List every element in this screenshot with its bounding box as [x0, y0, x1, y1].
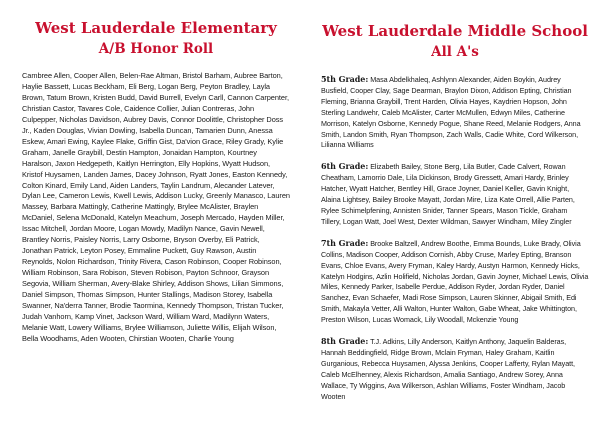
elementary-subtitle: A/B Honor Roll	[98, 41, 214, 57]
middle-school-title: West Lauderdale Middle School	[322, 22, 588, 40]
elementary-title: West Lauderdale Elementary	[35, 19, 277, 37]
grade-7-label: 7th Grade:	[321, 237, 369, 248]
elementary-column	[22, 0, 290, 352]
grade-5-names: Masa Abdelkhaleq, Ashlynn Alexander, Aiden Boykin, Audrey Busfield, Cooper Clay, Sage Dearman, Braylon Dixon, Addison Epting, Christian Fleming, Brianna Graybill, Trent Harden, Olivia Hayes, Kaydrien Hopson, John Sterling Landwehr, Caleb McAlister, Carter McMullen, Edwyn Miles, Catherine Morrison, Katelyn Osborne, Kennedy Pogue, Shane Reed, Melanie Rodgers, Anna Smith, Landon Smith, Ryan Thompson, Zach Walls, Cadie White, Cord Wilkerson, Lilianna Williams	[321, 75, 581, 150]
elementary-honor-roll-names: Cambree Allen, Cooper Allen, Belen-Rae Altman, Bristol Barham, Aubree Barton, Haylie Bassett, Lucas Beckham, Eli Berg, Logan Berg, Peyton Bradley, Layla Brown, Tatum Brown, Kristen Budd, David Burrell, Evelyn Carll, Cannon Carpenter, Christian Castor, Tavares Cole, Caidence Collier, Julian Contreras, John Culpepper, Nicholas Davidson, Aubrey Davis, Connor Doolittle, Christopher Doss Jr., Kaden Douglas, Vivian Dowling, Isabella Duncan, Tamarien Dunn, Anessa Eskew, Amari Ewing, Kaylee Flake, Griffin Gist, Da'vion Grace, Riley Grady, Kylie Graham, Janelle Graybill, Destin Hampton, Jonaidan Hampton, Kourtney Haralson, Jaxon Hedgepeth, Kaitlyn Herrington, Elly Hopkins, Wyatt Hudson, Kristof Huysamen, Landen James, Dacey Johnson, Ryatt Jones, Easton Kennedy, Colton Kinard, Emily Land, Aiden Landers, Taylin Landrum, Alecander Latever, Dylan Lee, Cameron Lewis, Kwell Lewis, Addison Lucky, Greenly Manasco, Lauren Massey, Barbara Mattingly, Catherine Mattingly, Brylee McAlister, Braylen McDaniel, Selena McDonald, Katelyn Meachum, Joseph Mercado, Hayden Miller, Issac Mitchell, Jordan Moore, Logan Mowdy, Madilyn Nance, Gavin Newell, Brantley Norris, Paisley Norris, Larry Osborne, Bryson Overby, Eli Patrick, Jonathan Patrick, Leyton Posey, Emmaline Puckett, Guy Rawson, Austin Reynolds, Nolon Richardson, Trinity Rivera, Cason Robinson, Cooper Robinson, William Robinson, Sara Robison, Steven Robison, Payton Schnoor, Grayson Segovia, William Sherman, Avery-Blake Shirley, Addison Shows, Lilian Simmons, Daniel Simpson, Thomas Simpson, Hunter Stallings, Madison Storey, Isabella Swanner, Na'derra Tanner, Brodie Taormina, Kennedy Thompson, Tristan Tucker, Judah Vanhorn, Kamp Vinet, Jackson Ward, William Ward, Madilynn Waters, Melanie Watt, Lowery Williams, Brylee Williamson, Juliette Willis, Elijah Wilson, Bella Woodhams, Aden Wooten, Chirstian Wooten, Charlie Young	[22, 71, 290, 343]
grade-6-label: 6th Grade:	[321, 161, 369, 172]
grade-6-names: Elizabeth Bailey, Stone Berg, Lila Butler, Cade Calvert, Rowan Cheatham, Lamorrio Dale, Lila Dickinson, Brody Gressett, Amari Hardy, Brinley Hatcher, Wyatt Hatcher, Bentley Hill, Grace Joyner, Daniel Keller, Gavin Knight, Alaina Lightsey, Bailey Brooke Mayatt, Jordan Mire, Liza Kate Orrell, Allie Parten, Rylee Schimelpfening, Annisten Snider, Tanner Spears, Mason Tickle, Graham Tillery, Logan Watt, Joel West, Dexter Wildman, Sawyer Windham, Miley Zingler	[321, 162, 575, 226]
grade-7-section	[321, 238, 589, 326]
grade-8-label: 8th Grade:	[321, 336, 369, 347]
grade-7-names: Brooke Baltzell, Andrew Boothe, Emma Bounds, Luke Brady, Olivia Collins, Madison Cooper, Addison Cornish, Abby Cruse, Marley Epting, Branson Evans, Chloe Evans, Avery Fryman, Kaley Hardy, Austyn Harmon, Kennedy Hicks, Katelyn Hodgins, Azlin Holifield, Nicholas Jordan, Gavin Joyner, Michael Lewis, Olivia Miles, Kennedy Parker, Isabelle Perdue, Addison Ryder, Jordan Ryder, Daniel Sanchez, Evan Schaefer, Madi Rose Simpson, Lauren Skinner, Abigail Smith, Edi Smith, Makayla Vetter, Alli Walton, Hunter Walton, Gabe Wheat, Jake Whittington, Preston Wilson, Lucas Womack, Lily Woodall, Mckenzie Young	[321, 238, 589, 325]
grade-6-section	[321, 161, 589, 227]
grade-5-section	[321, 74, 589, 151]
middle-school-column	[321, 0, 589, 410]
grade-8-names: T.J. Adkins, Lilly Anderson, Kaitlyn Anthony, Jaquelin Balderas, Hannah Beddingfield, Ridge Brown, Mclain Fryman, Haley Graham, Kaitlin Gurganious, Rebecca Huysamen, Alyssa Jenkins, Cooper Lafferty, Rylan Mayatt, Caleb McElhenney, Alexis Richardson, Amalia Santiago, Andrew Sorey, Anna Wallace, Ty Wiggins, Ava Wilkerson, Ashlan Williams, Foster Windham, Jacob Wooten	[321, 337, 576, 401]
middle-school-subtitle: All A's	[431, 44, 479, 60]
grade-5-label: 5th Grade:	[321, 74, 369, 84]
grade-8-section	[321, 336, 589, 402]
